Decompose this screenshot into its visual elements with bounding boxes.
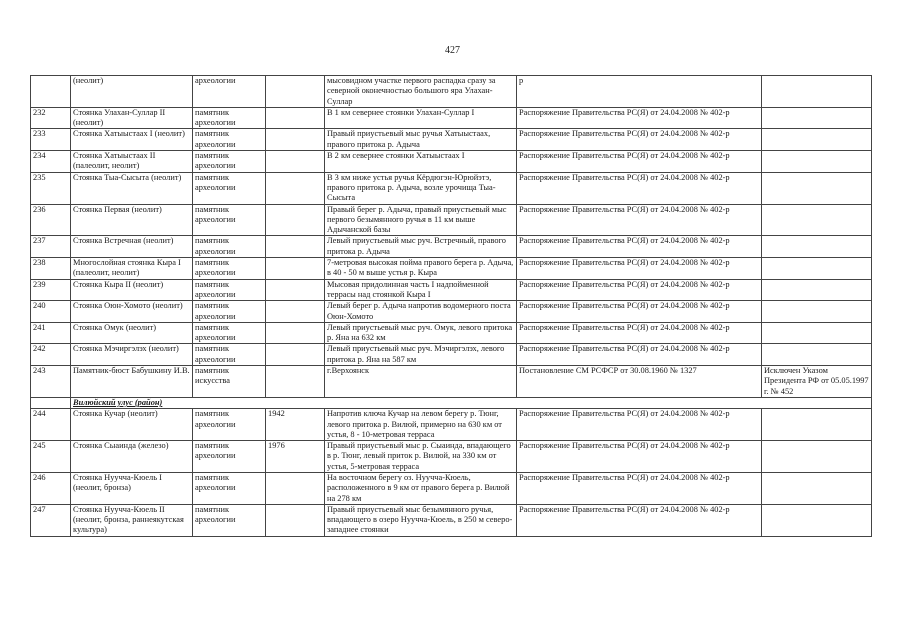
legal-document-cell: Распоряжение Правительства РС(Я) от 24.04.2008 № 402-р [517,204,762,236]
row-number-cell: 235 [31,172,71,204]
discovery-year-cell [266,151,325,173]
row-number-cell: 237 [31,236,71,258]
monument-location-cell: В 3 км ниже устья ручья Кёрдюгэн-Юрюйэтэ, правого притока р. Адыча, возле урочища Тыа-Сысыта [325,172,517,204]
monument-location-cell: Правый приустьевый мыс ручья Хатыыстаах, правого притока р. Адыча [325,129,517,151]
monument-name-cell: Стоянка Хатыыстаах I (неолит) [71,129,193,151]
monument-category-cell: памятник археологии [193,441,266,473]
monument-category-cell: памятник археологии [193,258,266,280]
row-number-cell: 233 [31,129,71,151]
note-cell [762,204,872,236]
legal-document-cell: р [517,76,762,108]
monument-location-cell: В 1 км севернее стоянки Улахан-Суллар I [325,107,517,129]
legal-document-cell: Распоряжение Правительства РС(Я) от 24.04.2008 № 402-р [517,151,762,173]
monument-category-cell: памятник археологии [193,472,266,504]
row-number-cell [31,76,71,108]
monument-name-cell: Стоянка Нуучча-Кюель II (неолит, бронза, раннеякутская культура) [71,504,193,536]
monument-category-cell: памятник археологии [193,504,266,536]
monument-location-cell: В 2 км севернее стоянки Хатыыстаах I [325,151,517,173]
legal-document-cell: Распоряжение Правительства РС(Я) от 24.04.2008 № 402-р [517,107,762,129]
note-cell [762,76,872,108]
monument-category-cell: памятник искусства [193,366,266,398]
legal-document-cell: Распоряжение Правительства РС(Я) от 24.04.2008 № 402-р [517,279,762,301]
row-number-cell: 247 [31,504,71,536]
table-row [31,129,872,151]
monument-location-cell: Левый приустьевый мыс руч. Встречный, правого притока р. Адыча [325,236,517,258]
legal-document-cell: Распоряжение Правительства РС(Я) от 24.04.2008 № 402-р [517,344,762,366]
monument-name-cell: Стоянка Первая (неолит) [71,204,193,236]
monument-name-cell: Памятник-бюст Бабушкину И.В. [71,366,193,398]
legal-document-cell: Распоряжение Правительства РС(Я) от 24.04.2008 № 402-р [517,472,762,504]
monument-name-cell: (неолит) [71,76,193,108]
monument-name-cell: Стоянка Тыа-Сысыта (неолит) [71,172,193,204]
discovery-year-cell [266,107,325,129]
monument-category-cell: памятник археологии [193,322,266,344]
row-number-cell: 234 [31,151,71,173]
legal-document-cell: Распоряжение Правительства РС(Я) от 24.04.2008 № 402-р [517,504,762,536]
row-number-cell: 236 [31,204,71,236]
monument-name-cell: Стоянка Омук (неолит) [71,322,193,344]
legal-document-cell: Распоряжение Правительства РС(Я) от 24.04.2008 № 402-р [517,129,762,151]
legal-document-cell: Распоряжение Правительства РС(Я) от 24.04.2008 № 402-р [517,172,762,204]
monument-name-cell: Стоянка Оюн-Хомото (неолит) [71,301,193,323]
table-row [31,441,872,473]
monument-category-cell: памятник археологии [193,409,266,441]
row-number-cell: 242 [31,344,71,366]
legal-document-cell: Постановление СМ РСФСР от 30.08.1960 № 1327 [517,366,762,398]
discovery-year-cell [266,172,325,204]
monument-location-cell: г.Верхоянск [325,366,517,398]
monument-name-cell: Стоянка Встречная (неолит) [71,236,193,258]
monument-name-cell: Стоянка Хатыыстаах II (палеолит, неолит) [71,151,193,173]
note-cell [762,151,872,173]
discovery-year-cell [266,76,325,108]
monument-category-cell: памятник археологии [193,172,266,204]
note-cell [762,322,872,344]
note-cell [762,472,872,504]
legal-document-cell: Распоряжение Правительства РС(Я) от 24.04.2008 № 402-р [517,236,762,258]
legal-document-cell: Распоряжение Правительства РС(Я) от 24.04.2008 № 402-р [517,301,762,323]
note-cell [762,236,872,258]
monument-name-cell: Стоянка Сыаиндa (железо) [71,441,193,473]
page-number: 427 [445,45,460,56]
discovery-year-cell: 1942 [266,409,325,441]
note-cell: Исключен Указом Президента РФ от 05.05.1997 г. № 452 [762,366,872,398]
table-row [31,76,872,108]
row-number-cell: 232 [31,107,71,129]
monument-category-cell: памятник археологии [193,344,266,366]
row-number-cell: 246 [31,472,71,504]
discovery-year-cell [266,322,325,344]
monument-location-cell: Правый берег р. Адыча, правый приустьевый мыс первого безымянного ручья в 11 км выше Адычанской базы [325,204,517,236]
monument-name-cell: Стоянка Нуучча-Кюель I (неолит, бронза) [71,472,193,504]
monument-location-cell: Напротив ключа Кучар на левом берегу р. Тюнг, левого притока р. Вилюй, примерно на 630 км от устья, 8 - 10-метровая терраса [325,409,517,441]
table-row [31,236,872,258]
monument-category-cell: памятник археологии [193,204,266,236]
monument-category-cell: археологии [193,76,266,108]
note-cell [762,441,872,473]
discovery-year-cell [266,258,325,280]
discovery-year-cell: 1976 [266,441,325,473]
note-cell [762,409,872,441]
table-row [31,258,872,280]
table-row [31,204,872,236]
monument-name-cell: Многослойная стоянка Кыра I (палеолит, неолит) [71,258,193,280]
row-number-cell: 239 [31,279,71,301]
monument-name-cell: Стоянка Улахан-Суллар II (неолит) [71,107,193,129]
discovery-year-cell [266,279,325,301]
table-row [31,409,872,441]
monument-name-cell: Стоянка Кучар (неолит) [71,409,193,441]
monument-location-cell: Левый приустьевый мыс руч. Омук, левого притока р. Яна на 632 км [325,322,517,344]
note-cell [762,107,872,129]
registry-body [31,76,872,537]
legal-document-cell: Распоряжение Правительства РС(Я) от 24.04.2008 № 402-р [517,409,762,441]
monument-location-cell: Мысовая придолинная часть I надпойменной террасы над стоянкой Кыра I [325,279,517,301]
section-title: Вилюйский улус (район) [71,397,872,408]
legal-document-cell: Распоряжение Правительства РС(Я) от 24.04.2008 № 402-р [517,441,762,473]
note-cell [762,301,872,323]
table-row [31,472,872,504]
discovery-year-cell [266,344,325,366]
row-number-cell: 241 [31,322,71,344]
legal-document-cell: Распоряжение Правительства РС(Я) от 24.04.2008 № 402-р [517,322,762,344]
monument-category-cell: памятник археологии [193,301,266,323]
table-row [31,504,872,536]
note-cell [762,258,872,280]
row-number-cell: 243 [31,366,71,398]
monument-location-cell: Правый приустьевый мыс безымянного ручья, впадающего в озеро Нуучча-Кюель, в 250 м северо-западнее стоянки [325,504,517,536]
table-row [31,366,872,398]
discovery-year-cell [266,366,325,398]
note-cell [762,344,872,366]
row-number-cell: 244 [31,409,71,441]
legal-document-cell: Распоряжение Правительства РС(Я) от 24.04.2008 № 402-р [517,258,762,280]
table-row [31,279,872,301]
discovery-year-cell [266,236,325,258]
monument-name-cell: Стоянка Кыра II (неолит) [71,279,193,301]
note-cell [762,279,872,301]
note-cell [762,129,872,151]
discovery-year-cell [266,504,325,536]
monument-name-cell: Стоянка Мэчиргэлэх (неолит) [71,344,193,366]
discovery-year-cell [266,129,325,151]
section-number-cell [31,397,71,408]
table-row [31,301,872,323]
table-row [31,172,872,204]
row-number-cell: 245 [31,441,71,473]
monument-location-cell: Правый приустьевый мыс р. Сыаинда, впадающего в р. Тюнг, левый приток р. Вилюй, на 330 км от устья, 5-метровая терраса [325,441,517,473]
note-cell [762,172,872,204]
discovery-year-cell [266,301,325,323]
monument-location-cell: Левый берег р. Адыча напротив водомерного поста Оюн-Хомото [325,301,517,323]
monument-category-cell: памятник археологии [193,129,266,151]
monument-category-cell: памятник археологии [193,236,266,258]
table-row [31,344,872,366]
row-number-cell: 240 [31,301,71,323]
monument-location-cell: Левый приустьевый мыс руч. Мэчиргэлэх, левого притока р. Яна на 587 км [325,344,517,366]
table-row [31,151,872,173]
section-row [31,397,872,408]
monument-location-cell: 7-метровая высокая пойма правого берега р. Адыча, в 40 - 50 м выше устья р. Кыра [325,258,517,280]
monument-location-cell: На восточном берегу оз. Нуучча-Кюель, расположенного в 9 км от правого берега р. Вилюй на 278 км [325,472,517,504]
discovery-year-cell [266,204,325,236]
monument-category-cell: памятник археологии [193,107,266,129]
discovery-year-cell [266,472,325,504]
table-row [31,107,872,129]
row-number-cell: 238 [31,258,71,280]
note-cell [762,504,872,536]
table-row [31,322,872,344]
monument-category-cell: памятник археологии [193,279,266,301]
monument-category-cell: памятник археологии [193,151,266,173]
heritage-registry-table [30,75,872,537]
monument-location-cell: мысовидном участке первого распадка сразу за северной оконечностью большого яра Улахан-Суллар [325,76,517,108]
